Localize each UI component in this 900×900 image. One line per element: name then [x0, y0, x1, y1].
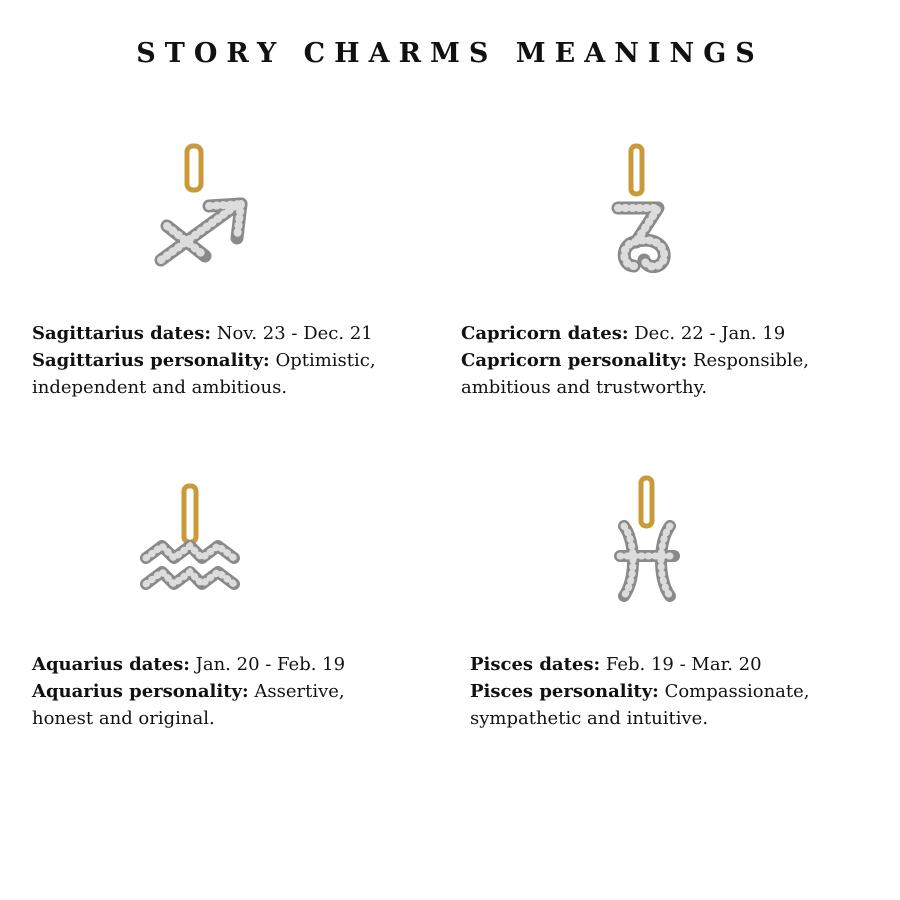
personality-label: Pisces personality: [470, 681, 659, 702]
personality-value: Responsible, [692, 350, 809, 371]
dates-value: Jan. 20 - Feb. 19 [195, 654, 346, 675]
personality-label: Sagittarius personality: [32, 350, 270, 371]
pisces-description [470, 651, 890, 732]
personality-value: Optimistic, [275, 350, 376, 371]
capricorn-charm-icon [562, 142, 712, 292]
dates-value: Nov. 23 - Dec. 21 [216, 323, 373, 344]
aquarius-charm-icon [118, 478, 268, 628]
personality-value: Assertive, [254, 681, 345, 702]
personality-value-cont: sympathetic and intuitive. [470, 708, 709, 729]
capricorn-description [461, 320, 881, 401]
sagittarius-charm-icon [123, 142, 273, 292]
pisces-charm-icon [570, 472, 720, 622]
personality-value-cont: independent and ambitious. [32, 377, 288, 398]
sagittarius-description [32, 320, 452, 401]
dates-label: Aquarius dates: [32, 654, 190, 675]
personality-value-cont: ambitious and trustworthy. [461, 377, 708, 398]
personality-label: Aquarius personality: [32, 681, 249, 702]
personality-value: Compassionate, [664, 681, 810, 702]
personality-label: Capricorn personality: [461, 350, 688, 371]
page-title: STORY CHARMS MEANINGS [136, 38, 764, 69]
dates-label: Pisces dates: [470, 654, 601, 675]
personality-value-cont: honest and original. [32, 708, 215, 729]
dates-label: Capricorn dates: [461, 323, 629, 344]
dates-value: Dec. 22 - Jan. 19 [634, 323, 786, 344]
dates-label: Sagittarius dates: [32, 323, 211, 344]
dates-value: Feb. 19 - Mar. 20 [605, 654, 762, 675]
aquarius-description [32, 651, 452, 732]
